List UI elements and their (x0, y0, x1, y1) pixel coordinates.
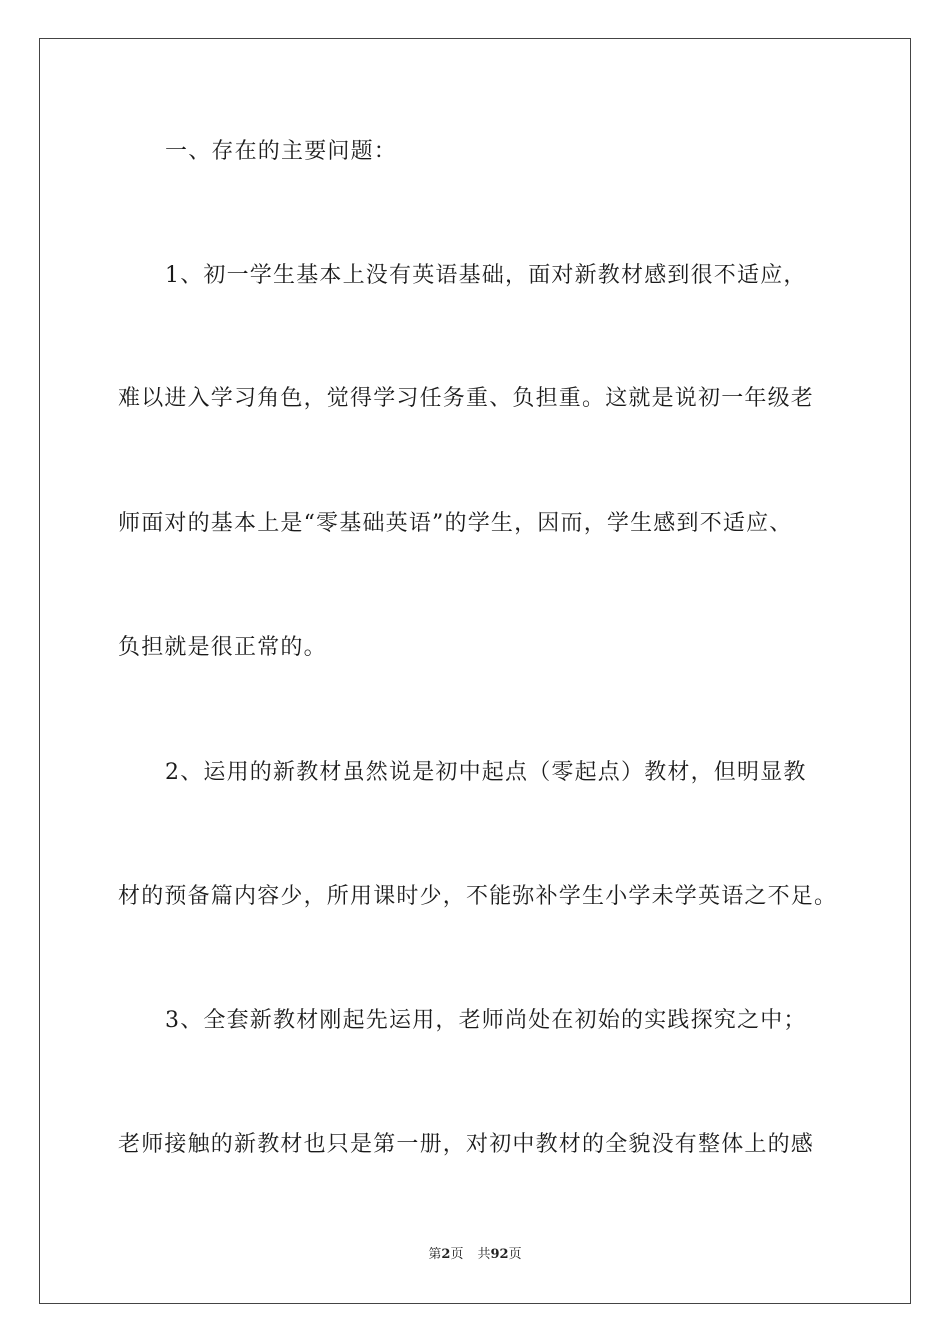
paragraph-line: 负担就是很正常的。 (118, 635, 327, 660)
paragraph-line: 老师接触的新教材也只是第一册，对初中教材的全貌没有整体上的感 (118, 1132, 815, 1157)
total-suffix: 页 (508, 1247, 522, 1262)
page-suffix: 页 (450, 1247, 464, 1262)
paragraph-line: 2、运用的新教材虽然说是初中起点（零起点）教材，但明显教 (165, 760, 807, 785)
page-number: 2 (441, 1247, 451, 1262)
paragraph-line: 材的预备篇内容少，所用课时少，不能弥补学生小学未学英语之不足。 (118, 884, 838, 909)
section-heading: 一、存在的主要问题： (165, 139, 398, 164)
page-border (39, 38, 911, 1304)
page-prefix: 第 (428, 1247, 442, 1262)
total-prefix: 共 (477, 1247, 491, 1262)
paragraph-line: 难以进入学习角色，觉得学习任务重、负担重。这就是说初一年级老 (118, 386, 815, 411)
total-pages: 92 (490, 1247, 509, 1262)
paragraph-line: 1、初一学生基本上没有英语基础，面对新教材感到很不适应， (165, 263, 807, 288)
paragraph-line: 师面对的基本上是“零基础英语”的学生，因而，学生感到不适应、 (118, 511, 793, 536)
paragraph-line: 3、全套新教材刚起先运用，老师尚处在初始的实践探究之中； (165, 1008, 807, 1033)
page-footer (0, 1246, 950, 1264)
